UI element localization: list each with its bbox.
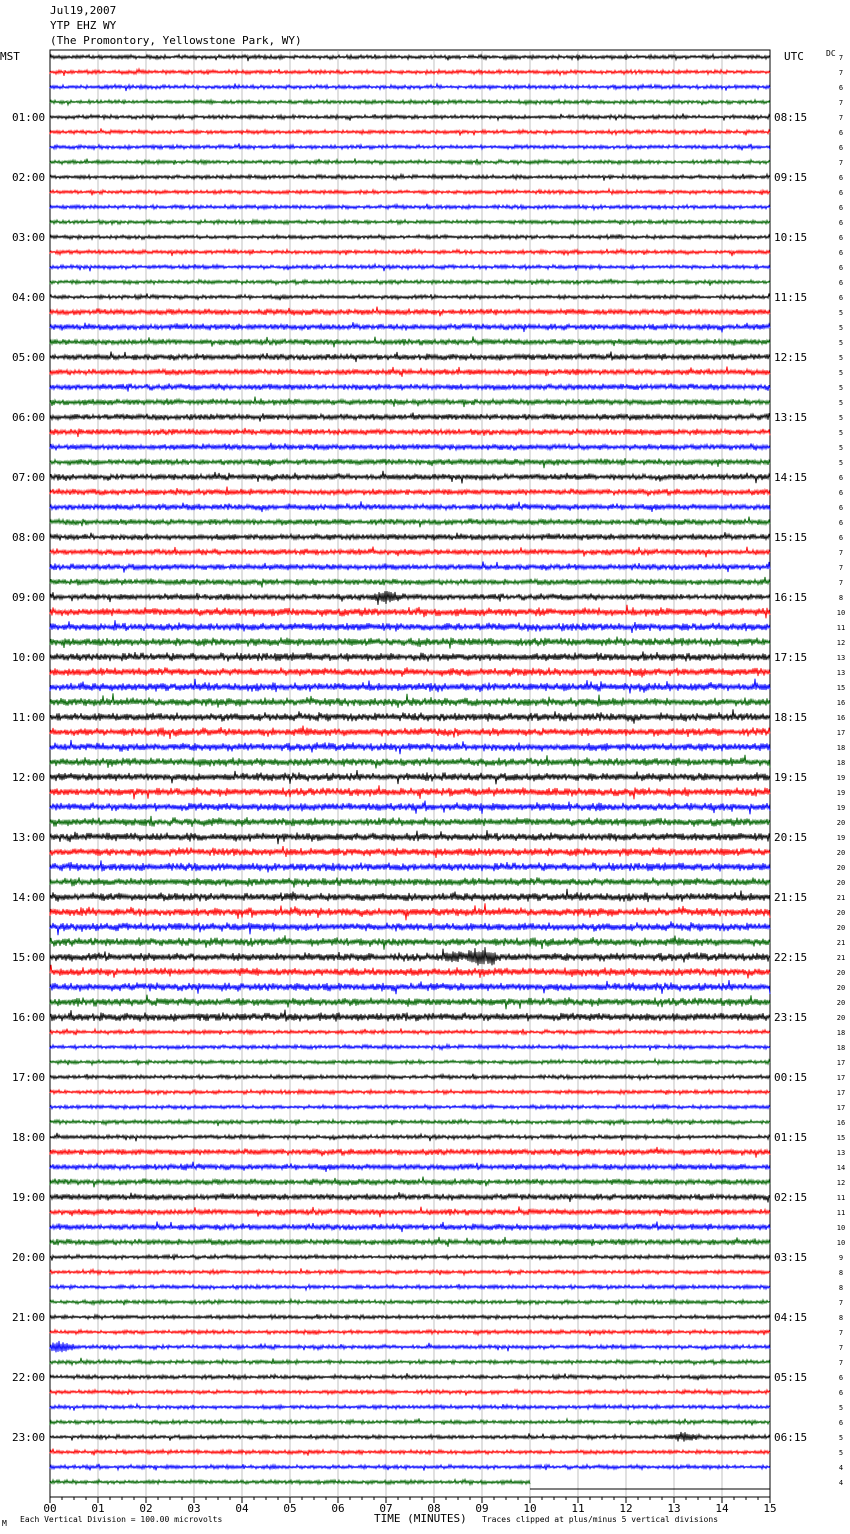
dc-offset-value: 6 — [838, 1389, 844, 1397]
dc-offset-value: 20 — [836, 879, 846, 887]
dc-offset-value: 19 — [836, 804, 846, 812]
seismic-trace — [50, 889, 770, 902]
dc-offset-value: 16 — [836, 699, 846, 707]
seismic-trace — [50, 294, 770, 301]
seismic-trace — [50, 965, 770, 979]
left-hour-label: 10:00 — [12, 651, 46, 664]
right-hour-label: 21:15 — [774, 891, 808, 904]
right-hour-label: 06:15 — [774, 1431, 808, 1444]
dc-offset-value: 10 — [836, 1239, 846, 1247]
dc-offset-value: 7 — [838, 1299, 844, 1307]
seismic-trace — [50, 591, 770, 605]
x-tick-label: 11 — [571, 1502, 585, 1515]
left-hour-label: 19:00 — [12, 1191, 46, 1204]
dc-offset-value: 12 — [836, 639, 846, 647]
seismic-trace — [50, 877, 770, 887]
dc-offset-value: 20 — [836, 849, 846, 857]
dc-offset-value: 6 — [838, 1374, 844, 1382]
seismic-trace — [50, 1432, 770, 1442]
seismic-trace — [50, 264, 770, 271]
seismic-trace — [50, 801, 770, 815]
dc-offset-value: 11 — [836, 1209, 846, 1217]
dc-offset-value: 15 — [836, 1134, 846, 1142]
dc-offset-value: 20 — [836, 999, 846, 1007]
seismic-trace — [50, 816, 770, 827]
right-hour-label: 11:15 — [774, 291, 808, 304]
seismic-trace — [50, 1299, 770, 1305]
dc-offset-value: 8 — [838, 1314, 844, 1322]
seismic-trace — [50, 577, 770, 588]
seismic-trace — [50, 726, 770, 740]
right-hour-label: 09:15 — [774, 171, 808, 184]
seismic-trace — [50, 54, 770, 61]
seismic-trace — [50, 1028, 770, 1035]
seismic-trace — [50, 921, 770, 935]
dc-offset-value: 15 — [836, 684, 846, 692]
x-tick-label: 13 — [667, 1502, 681, 1515]
dc-offset-value: 6 — [838, 279, 844, 287]
dc-offset-value: 6 — [838, 219, 844, 227]
dc-offset-value: 13 — [836, 669, 846, 677]
dc-offset-value: 17 — [836, 1104, 846, 1112]
seismic-trace — [50, 785, 770, 799]
right-hour-label: 18:15 — [774, 711, 808, 724]
station-location: (The Promontory, Yellowstone Park, WY) — [50, 34, 302, 47]
dc-offset-value: 11 — [836, 1194, 846, 1202]
dc-offset-value: 7 — [838, 1329, 844, 1337]
dc-offset-value: 18 — [836, 1044, 846, 1052]
dc-offset-value: 7 — [838, 159, 844, 167]
left-hour-label: 03:00 — [12, 231, 46, 244]
dc-offset-value: 5 — [838, 309, 844, 317]
seismic-trace — [50, 1074, 770, 1080]
seismic-trace — [50, 1389, 770, 1395]
dc-offset-value: 17 — [836, 729, 846, 737]
right-hour-label: 08:15 — [774, 111, 808, 124]
dc-offset-value: 20 — [836, 924, 846, 932]
dc-offset-value: 13 — [836, 1149, 846, 1157]
x-axis-title: TIME (MINUTES) — [374, 1512, 467, 1525]
dc-offset-value: 7 — [838, 579, 844, 587]
seismic-trace — [50, 397, 770, 408]
dc-offset-value: 6 — [838, 84, 844, 92]
dc-offset-value: 19 — [836, 789, 846, 797]
seismic-trace — [50, 249, 770, 256]
station-code: YTP EHZ WY — [50, 19, 117, 32]
dc-offset-value: 21 — [836, 939, 846, 947]
seismic-trace — [50, 234, 770, 239]
x-tick-label: 14 — [715, 1502, 729, 1515]
right-hour-label: 17:15 — [774, 651, 808, 664]
seismic-trace — [50, 860, 770, 872]
dc-offset-value: 20 — [836, 969, 846, 977]
dc-offset-value: 6 — [838, 1419, 844, 1427]
dc-offset-value: 10 — [836, 1224, 846, 1232]
dc-offset-value: 11 — [836, 624, 846, 632]
right-hour-label: 23:15 — [774, 1011, 808, 1024]
dc-offset-value: 6 — [838, 264, 844, 272]
seismic-trace — [50, 1358, 770, 1365]
seismic-trace — [50, 770, 770, 784]
seismic-trace — [50, 740, 770, 754]
dc-offset-value: 5 — [838, 1434, 844, 1442]
dc-offset-value: 5 — [838, 414, 844, 422]
dc-offset-value: 7 — [838, 564, 844, 572]
seismic-trace — [50, 337, 770, 348]
dc-offset-value: 5 — [838, 1449, 844, 1457]
left-hour-label: 02:00 — [12, 171, 46, 184]
seismic-trace — [50, 383, 770, 391]
seismic-trace — [50, 903, 770, 920]
left-hour-label: 23:00 — [12, 1431, 46, 1444]
left-hour-label: 13:00 — [12, 831, 46, 844]
seismic-trace — [50, 830, 770, 844]
x-tick-label: 05 — [283, 1502, 297, 1515]
seismic-trace — [50, 471, 770, 484]
x-tick-label: 12 — [619, 1502, 633, 1515]
dc-offset-value: 17 — [836, 1074, 846, 1082]
x-tick-label: 01 — [91, 1502, 105, 1515]
x-tick-label: 09 — [475, 1502, 489, 1515]
left-hour-label: 20:00 — [12, 1251, 46, 1264]
seismic-trace — [50, 1418, 770, 1425]
seismic-trace — [50, 1090, 770, 1095]
right-hour-label: 19:15 — [774, 771, 808, 784]
dc-offset-value: 14 — [836, 1164, 846, 1172]
dc-offset-value: 6 — [838, 204, 844, 212]
dc-offset-value: 5 — [838, 324, 844, 332]
dc-offset-value: 4 — [838, 1479, 844, 1487]
x-tick-label: 07 — [379, 1502, 393, 1515]
left-timezone-label: MST — [0, 50, 20, 63]
x-tick-label: 04 — [235, 1502, 249, 1515]
dc-offset-value: 10 — [836, 609, 846, 617]
x-tick-label: 03 — [187, 1502, 201, 1515]
dc-offset-value: 6 — [838, 474, 844, 482]
seismic-trace — [50, 637, 770, 649]
dc-offset-value: 19 — [836, 834, 846, 842]
left-hour-label: 16:00 — [12, 1011, 46, 1024]
dc-offset-value: 20 — [836, 909, 846, 917]
seismic-trace — [50, 128, 770, 135]
scale-note: Each Vertical Division = 100.00 microvolts — [20, 1515, 223, 1524]
dc-offset-value: 6 — [838, 489, 844, 497]
right-hour-label: 14:15 — [774, 471, 808, 484]
seismic-trace — [50, 517, 770, 528]
left-hour-label: 07:00 — [12, 471, 46, 484]
right-hour-label: 02:15 — [774, 1191, 808, 1204]
dc-offset-value: 16 — [836, 714, 846, 722]
seismic-trace — [50, 532, 770, 540]
dc-offset-value: 5 — [838, 384, 844, 392]
dc-offset-value: 7 — [838, 114, 844, 122]
seismic-trace — [50, 1104, 770, 1109]
left-hour-label: 06:00 — [12, 411, 46, 424]
dc-offset-value: 20 — [836, 864, 846, 872]
dc-offset-value: 18 — [836, 744, 846, 752]
dc-offset-value: 21 — [836, 894, 846, 902]
dc-offset-value: 5 — [838, 1404, 844, 1412]
right-hour-label: 22:15 — [774, 951, 808, 964]
dc-offset-value: 5 — [838, 459, 844, 467]
seismic-trace — [50, 693, 770, 708]
x-tick-label: 00 — [43, 1502, 57, 1515]
seismic-trace — [50, 1147, 770, 1158]
dc-offset-value: 7 — [838, 54, 844, 62]
dc-offset-value: 8 — [838, 1269, 844, 1277]
dc-offset-value: 6 — [838, 534, 844, 542]
seismic-trace — [50, 562, 770, 573]
dc-offset-value: 5 — [838, 339, 844, 347]
seismic-trace — [50, 174, 770, 181]
left-hour-label: 01:00 — [12, 111, 46, 124]
seismic-trace — [50, 1284, 770, 1290]
dc-offset-value: 7 — [838, 549, 844, 557]
seismic-trace — [50, 651, 770, 661]
seismic-trace — [50, 620, 770, 633]
dc-offset-value: 5 — [838, 399, 844, 407]
left-hour-label: 09:00 — [12, 591, 46, 604]
dc-offset-value: 6 — [838, 144, 844, 152]
left-hour-label: 08:00 — [12, 531, 46, 544]
right-timezone-label: UTC — [784, 50, 804, 63]
x-tick-label: 15 — [763, 1502, 777, 1515]
seismic-trace — [50, 846, 770, 858]
dc-offset-value: 6 — [838, 519, 844, 527]
seismic-trace — [50, 84, 770, 92]
seismic-trace — [50, 1464, 770, 1471]
seismic-trace — [50, 679, 770, 694]
dc-offset-value: 21 — [836, 954, 846, 962]
right-hour-label: 20:15 — [774, 831, 808, 844]
right-hour-label: 01:15 — [774, 1131, 808, 1144]
dc-offset-value: 5 — [838, 444, 844, 452]
seismic-trace — [50, 100, 770, 106]
x-tick-label: 08 — [427, 1502, 441, 1515]
clip-note: Traces clipped at plus/minus 5 vertical divisions — [482, 1515, 719, 1524]
left-hour-label: 15:00 — [12, 951, 46, 964]
seismic-trace — [50, 501, 770, 512]
x-tick-label: 06 — [331, 1502, 345, 1515]
dc-offset-value: 13 — [836, 654, 846, 662]
seismic-trace — [50, 1119, 770, 1126]
right-hour-label: 00:15 — [774, 1071, 808, 1084]
seismic-trace — [50, 204, 770, 210]
seismic-trace — [50, 709, 770, 723]
right-hour-label: 03:15 — [774, 1251, 808, 1264]
left-hour-label: 17:00 — [12, 1071, 46, 1084]
seismic-trace — [50, 158, 770, 164]
dc-offset-value: 18 — [836, 1029, 846, 1037]
right-hour-label: 10:15 — [774, 231, 808, 244]
seismic-trace — [50, 1449, 770, 1456]
dc-offset-value: 20 — [836, 984, 846, 992]
right-hour-label: 13:15 — [774, 411, 808, 424]
seismic-trace — [50, 189, 770, 195]
right-hour-label: 05:15 — [774, 1371, 808, 1384]
seismic-trace — [50, 1341, 770, 1352]
seismic-trace — [50, 220, 770, 225]
dc-offset-value: 8 — [838, 1284, 844, 1292]
left-hour-label: 05:00 — [12, 351, 46, 364]
seismic-trace — [50, 69, 770, 76]
seismic-trace — [50, 367, 770, 377]
seismic-trace — [50, 1222, 770, 1233]
seismic-trace — [50, 307, 770, 317]
dc-offset-value: 6 — [838, 234, 844, 242]
x-tick-label: 02 — [139, 1502, 153, 1515]
seismic-trace — [50, 1133, 770, 1142]
dc-offset-value: 9 — [838, 1254, 844, 1262]
seismic-trace — [50, 1010, 770, 1022]
dc-offset-value: 6 — [838, 174, 844, 182]
dc-offset-value: 19 — [836, 774, 846, 782]
dc-offset-value: 6 — [838, 129, 844, 137]
seismic-trace — [50, 1192, 770, 1202]
seismic-trace — [50, 1044, 770, 1050]
seismic-trace — [50, 1268, 770, 1275]
seismic-trace — [50, 352, 770, 363]
seismic-trace — [50, 1162, 770, 1172]
dc-offset-value: 20 — [836, 819, 846, 827]
dc-offset-value: 7 — [838, 1344, 844, 1352]
seismic-trace — [50, 487, 770, 497]
left-hour-label: 11:00 — [12, 711, 46, 724]
seismic-trace — [50, 458, 770, 468]
dc-offset-value: 7 — [838, 69, 844, 77]
dc-offset-value: 5 — [838, 369, 844, 377]
dc-offset-value: 6 — [838, 294, 844, 302]
seismic-trace — [50, 443, 770, 451]
seismic-trace — [50, 1255, 770, 1261]
left-hour-label: 14:00 — [12, 891, 46, 904]
left-hour-label: 21:00 — [12, 1311, 46, 1324]
left-hour-label: 22:00 — [12, 1371, 46, 1384]
seismic-trace — [50, 605, 770, 619]
dc-offset-value: 5 — [838, 429, 844, 437]
dc-offset-value: 16 — [836, 1119, 846, 1127]
dc-offset-value: 6 — [838, 504, 844, 512]
seismic-trace — [50, 413, 770, 422]
dc-offset-value: 17 — [836, 1059, 846, 1067]
seismic-trace — [50, 980, 770, 994]
seismic-trace — [50, 947, 770, 965]
dc-offset-value: 12 — [836, 1179, 846, 1187]
seismic-trace — [50, 143, 770, 150]
right-hour-label: 15:15 — [774, 531, 808, 544]
seismic-trace — [50, 995, 770, 1010]
right-hour-label: 16:15 — [774, 591, 808, 604]
right-hour-label: 12:15 — [774, 351, 808, 364]
dc-offset-header: DC — [826, 49, 836, 58]
x-tick-label: 10 — [523, 1502, 537, 1515]
author-mark: M — [2, 1519, 7, 1528]
seismic-trace — [50, 1314, 770, 1319]
seismic-trace — [50, 428, 770, 437]
dc-offset-value: 4 — [838, 1464, 844, 1472]
dc-offset-value: 17 — [836, 1089, 846, 1097]
seismic-trace — [50, 755, 770, 769]
left-hour-label: 18:00 — [12, 1131, 46, 1144]
right-hour-label: 04:15 — [774, 1311, 808, 1324]
seismic-trace — [50, 279, 770, 286]
seismic-trace — [50, 667, 770, 677]
seismic-trace — [50, 1330, 770, 1337]
seismic-trace — [50, 1177, 770, 1188]
dc-offset-value: 8 — [838, 594, 844, 602]
dc-offset-value: 6 — [838, 189, 844, 197]
dc-offset-value: 7 — [838, 99, 844, 107]
seismic-trace — [50, 1059, 770, 1065]
seismic-trace — [50, 547, 770, 558]
seismic-trace — [50, 1207, 770, 1218]
dc-offset-value: 5 — [838, 354, 844, 362]
seismic-trace — [50, 1404, 770, 1411]
dc-offset-value: 6 — [838, 249, 844, 257]
seismic-trace — [50, 935, 770, 949]
seismic-trace — [50, 1373, 770, 1380]
dc-offset-value: 20 — [836, 1014, 846, 1022]
seismic-trace — [50, 114, 770, 121]
seismic-trace — [50, 322, 770, 332]
left-hour-label: 12:00 — [12, 771, 46, 784]
dc-offset-value: 7 — [838, 1359, 844, 1367]
left-hour-label: 04:00 — [12, 291, 46, 304]
seismic-trace — [50, 1237, 770, 1247]
dc-offset-value: 18 — [836, 759, 846, 767]
plot-date: Jul19,2007 — [50, 4, 117, 17]
